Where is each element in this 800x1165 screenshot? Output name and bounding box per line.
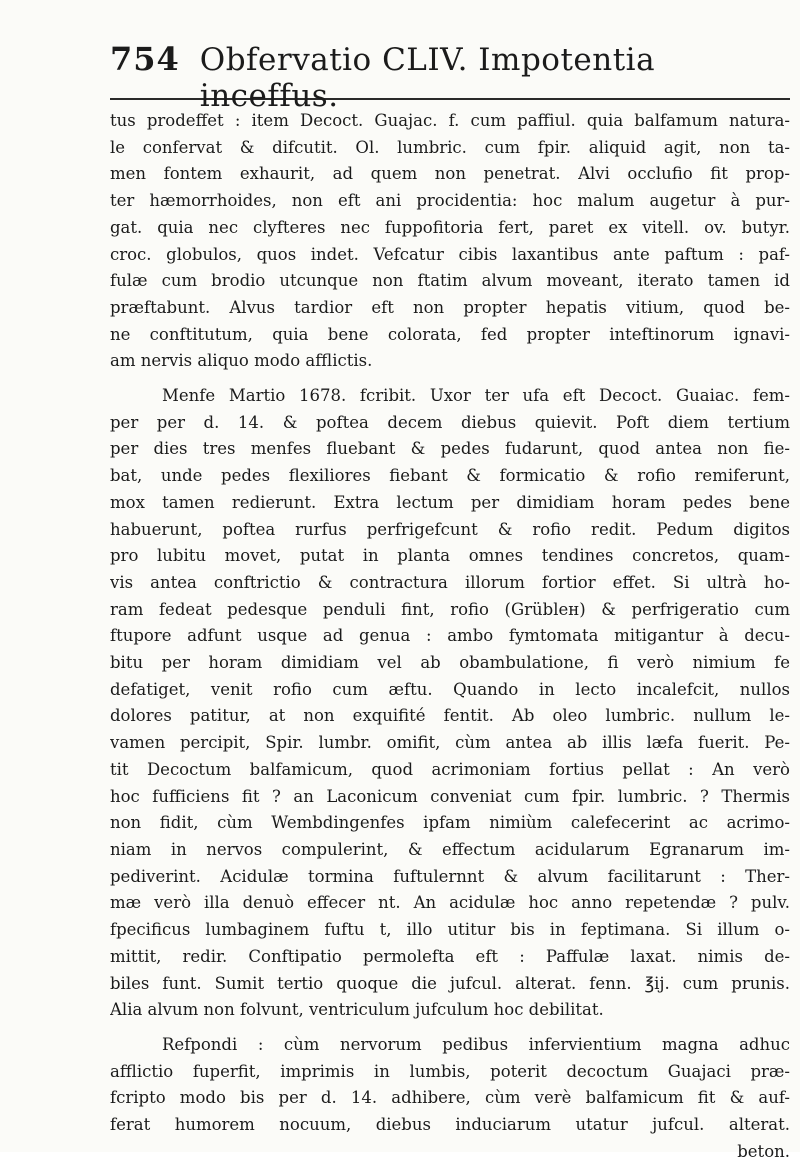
page-header	[110, 40, 790, 114]
text-line: fpecificus lumbaginem fuftu t, illo utitur bis in feptimana. Si illum o-	[110, 920, 790, 940]
text-line: non fidit, cùm Wembdingenfes ipfam nimiùm calefecerint ac acrimo-	[110, 813, 790, 833]
text-line: hoc fufficiens fit ? an Laconicum conveniat cum fpir. lumbric. ? Thermis	[110, 786, 790, 806]
text-line: pediverint. Acidulæ tormina fuftulernnt & alvum facilitarunt : Ther-	[110, 866, 790, 886]
text-line: vamen percipit, Spir. lumbr. omifit, cùm antea ab illis læfa fuerit. Pe-	[110, 733, 790, 753]
text-line: bitu per horam dimidiam vel ab obambulatione, fi verò nimium fe	[110, 653, 790, 673]
catchword: beton.	[737, 1141, 790, 1161]
text-line: biles funt. Sumit tertio quoque die jufcul. alterat. fenn. ℥ij. cum prunis.	[110, 973, 790, 993]
running-title: Obfervatio CLIV. Impotentia inceffus.	[199, 42, 656, 114]
text-line: habuerunt, poftea rurfus perfrigefcunt & rofio redit. Pedum digitos	[110, 519, 790, 539]
body-text	[110, 108, 790, 1165]
text-line: dolores patitur, at non exquifité fentit. Ab oleo lumbric. nullum le-	[110, 706, 790, 726]
page-number: 754	[110, 40, 180, 78]
text-line: mittit, redir. Conftipatio permolefta eft : Paffulæ laxat. nimis de-	[110, 946, 790, 966]
text-line: croc. globulos, quos indet. Vefcatur cibis laxantibus ante paftum : paf-	[110, 244, 790, 264]
text-line: ram fedeat pedesque penduli fint, rofio (Grübleн) & perfrigeratio cum	[110, 599, 790, 619]
text-line: mæ verò illa denuò effecer nt. An acidulæ hoc anno repetendæ ? pulv.	[110, 893, 790, 913]
text-line: niam in nervos compulerint, & effectum acidularum Egranarum im-	[110, 839, 790, 859]
text-line: defatiget, venit rofio cum æftu. Quando in lecto incalefcit, nullos	[110, 679, 790, 699]
text-line: tus prodeffet : item Decoct. Guajac. f. cum paffiul. quia balfamum natura-	[110, 111, 790, 130]
text-line: am nervis aliquo modo afflictis.	[110, 351, 373, 371]
text-line: bat, unde pedes flexiliores fiebant & formicatio & rofio remiferunt,	[110, 466, 790, 486]
text-line: pro lubitu movet, putat in planta omnes tendines concretos, quam-	[110, 546, 790, 566]
text-line: fulæ cum brodio utcunque non ftatim alvum moveant, iterato tamen id	[110, 271, 790, 291]
paragraph	[110, 108, 790, 375]
text-line: Menfe Martio 1678. fcribit. Uxor ter ufa eft Decoct. Guaiac. fem-	[162, 386, 790, 406]
text-line: ferat humorem nocuum, diebus induciarum utatur jufcul. alterat.	[110, 1115, 790, 1135]
text-line: men fontem exhaurit, ad quem non penetrat. Alvi occlufio fit prop-	[110, 164, 790, 184]
text-line: fcripto modo bis per d. 14. adhibere, cùm verè balfamicum fit & auf-	[110, 1088, 790, 1108]
text-line: Refpondi : cùm nervorum pedibus infervientium magna adhuc	[162, 1034, 790, 1054]
text-line: Alia alvum non folvunt, ventriculum jufculum hoc debilitat.	[110, 1000, 604, 1020]
text-line: mox tamen redierunt. Extra lectum per dimidiam horam pedes bene	[110, 492, 790, 512]
text-line: gat. quia nec clyfteres nec fuppofitoria fert, paret ex vitell. ov. butyr.	[110, 217, 790, 237]
text-line: tit Decoctum balfamicum, quod acrimoniam fortius pellat : An verò	[110, 759, 790, 779]
text-line: ne conftitutum, quia bene colorata, fed propter inteftinorum ignavi-	[110, 324, 790, 344]
text-line: le confervat & difcutit. Ol. lumbric. cum fpir. aliquid agit, non ta-	[110, 137, 790, 157]
text-line: ftupore adfunt usque ad genua : ambo fymtomata mitigantur à decu-	[110, 626, 790, 646]
text-line: per per d. 14. & poftea decem diebus quievit. Poft diem tertium	[110, 412, 790, 432]
paragraph	[110, 383, 790, 1024]
text-line: afflictio fuperfit, imprimis in lumbis, poterit decoctum Guajaci præ-	[110, 1061, 790, 1081]
paragraph	[110, 1032, 790, 1165]
text-line: præftabunt. Alvus tardior eft non propter hepatis vitium, quod be-	[110, 297, 790, 317]
text-line: ter hæmorrhoides, non eft ani procidentia: hoc malum augetur à pur-	[110, 191, 790, 211]
text-line: vis antea conftrictio & contractura illorum fortior effet. Si ultrà ho-	[110, 572, 790, 592]
text-line: per dies tres menfes fluebant & pedes fudarunt, quod antea non fie-	[110, 439, 790, 459]
